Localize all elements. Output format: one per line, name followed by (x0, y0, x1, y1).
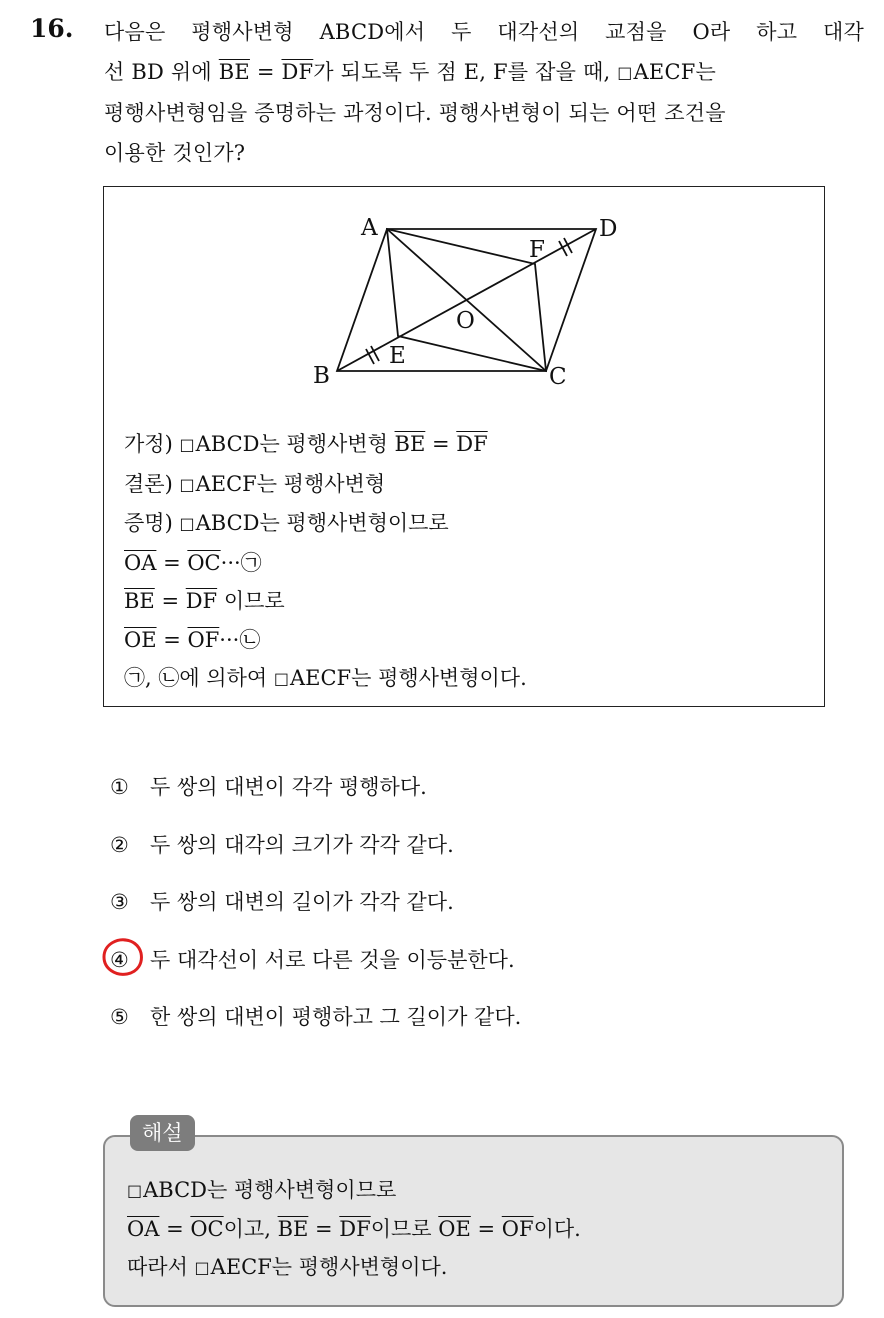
choice-text: 두 쌍의 대변의 길이가 각각 같다. (150, 890, 454, 914)
choice-mark: ③ (110, 890, 129, 914)
choice-mark: ② (110, 832, 129, 857)
red-circle-icon (100, 936, 146, 978)
label-f: F (529, 237, 545, 263)
proof-text (124, 425, 527, 699)
solution-line-2: $\overline{OA} = \overline{OC}$이고, $\overline{BE} = \overline{DF}$이므로 $\overline{OE} = \overline{OF}$이다. (127, 1217, 581, 1241)
solution-line-3: 따라서 □AECF는 평행사변형이다. (127, 1255, 448, 1279)
question-line-4: 이용한 것인가? (104, 141, 246, 165)
proof-line-2: $\overline{OA}$ = $\overline{OC}\cdot\cdot\cdot㉠$ (124, 550, 262, 575)
label-d: D (599, 216, 618, 242)
proof-line-1: 증명) □ABCD는 평행사변형이므로 (124, 511, 449, 535)
question-line-3: 평행사변형임을 증명하는 과정이다. 평행사변형이 되는 어떤 조건을 (104, 101, 726, 125)
question-line-1: 다음은 평행사변형 ABCD에서 두 대각선의 교점을 O라 하고 대각 (104, 20, 864, 44)
label-a: A (361, 215, 378, 241)
choice-4[interactable] (110, 939, 521, 997)
choice-2[interactable] (110, 824, 521, 882)
choice-text: 두 쌍의 대변이 각각 평행하다. (150, 775, 427, 799)
answer-choices (110, 766, 521, 1054)
solution-text (127, 1171, 581, 1287)
diagonal-bd (337, 229, 596, 371)
choice-mark: ⑤ (110, 1005, 129, 1029)
choice-text: 두 대각선이 서로 다른 것을 이등분한다. (150, 947, 515, 972)
choice-text: 두 쌍의 대각의 크기가 각각 같다. (150, 832, 454, 857)
question-line-2: 선 BD 위에 $\overline{BE} = \overline{DF}$가 되도록 두 점 E, F를 잡을 때, □AECF는 (104, 60, 716, 84)
choice-5[interactable] (110, 996, 521, 1054)
choice-3[interactable] (110, 881, 521, 939)
choice-1[interactable] (110, 766, 521, 824)
choice-mark-selected: ④ (110, 939, 150, 981)
label-e: E (389, 343, 406, 369)
choice-mark: ① (110, 775, 129, 799)
parallelogram-figure (309, 201, 639, 396)
square-symbol: □ (617, 63, 633, 82)
proof-line-4: $\overline{OE}$ = $\overline{OF}\cdot\cdot\cdot㉡$ (124, 627, 261, 652)
solution-line-1: □ABCD는 평행사변형이므로 (127, 1178, 397, 1202)
label-o: O (456, 308, 475, 334)
conclusion-line: 결론) □AECF는 평행사변형 (124, 471, 386, 496)
solution-box (103, 1135, 844, 1307)
label-c: C (549, 364, 567, 390)
question-text (104, 12, 864, 173)
solution-label: 해설 (130, 1115, 195, 1151)
hypothesis-line: 가정) □ABCD는 평행사변형 $\overline{BE} = \overline{DF}$ (124, 432, 488, 456)
question-number: 16. (30, 14, 74, 43)
proof-line-5: ㉠, ㉡에 의하여 □AECF는 평행사변형이다. (124, 666, 527, 690)
choice-text: 한 쌍의 대변이 평행하고 그 길이가 같다. (150, 1005, 522, 1029)
proof-line-3: $\overline{BE} = \overline{DF}$ 이므로 (124, 589, 285, 613)
proof-box (103, 186, 825, 707)
label-b: B (313, 363, 330, 389)
